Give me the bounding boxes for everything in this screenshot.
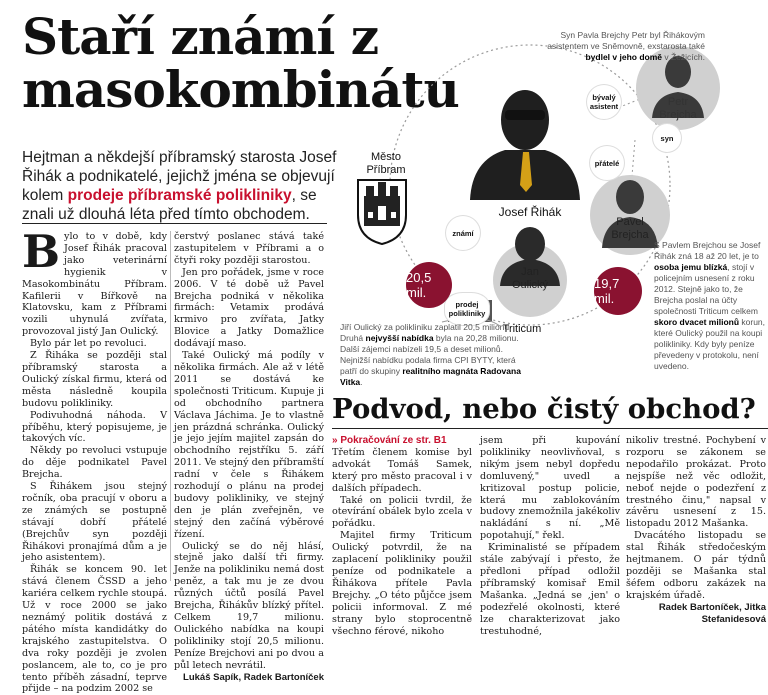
paragraph: Třetím členem komise byl advokát Tomáš Samek, který pro město pracoval i v dalších případech. [332, 446, 472, 494]
lede-text: Hejtman a někdejší příbramský starosta Josef Řihák a podnikatelé, jejichž jména se objevují kolem [22, 149, 337, 204]
pavel-label: Pavel Brejcha [611, 216, 649, 241]
paragraph: nikoliv trestné. Pochybení v rozporu se zákonem se nepodařilo prokázat. Proto nejspíše než věc odložit, neboť nejde o podezření z trestného činu," napsal v závěru usnesení z 15. listopadu 2012 Mašanka. [626, 435, 766, 530]
article-column-1 [22, 225, 167, 695]
paragraph: Někdy po revoluci vstupuje do děje podnikatel Pavel Brejcha. [22, 445, 167, 481]
article2-column-3 [626, 435, 766, 625]
lede [22, 148, 348, 224]
headline: Staří známí z masokombinátu [22, 7, 459, 119]
article2-column-1 [332, 435, 472, 637]
divider-2 [332, 428, 768, 429]
relation-badge-asistent: bývalý asistent [587, 85, 621, 119]
divider [22, 223, 327, 224]
paragraph: ylo to v době, kdy Josef Řihák pracoval jako veterinární hygienik v Masokombinátu Příbram. Kafilerii v Bířkově na Klatovsku, kam z Příbrami vozili uhynulá zvířata, provozoval jistý Jan Oulický. [22, 231, 167, 338]
paragraph: Řihák se koncem 90. let stává členem ČSSD a jeho kariéra celkem rychle stoupá. Už v roce 2000 se jako neznámý politik dostává z pátého místa kandidátky do krajského zastupitelstva. O dva roky později je zvolen poslancem, ale to, co je pro tento příběh zásadní, teprve přijde – na podzim 2002 se [22, 564, 167, 695]
paragraph: Bylo pár let po revoluci. [30, 338, 147, 350]
rihak-label: Josef Řihák [498, 205, 562, 219]
jan-label: Jan Oulický [511, 266, 549, 291]
paragraph: Kriminalisté se případem stále zabývají i přesto, že předloni případ odložil příbramský komisař Emil Mašanka. „Jedná se ,jen' o podezřelé okolnosti, které lze charakterizovat jako trestuhodné, [480, 542, 620, 637]
paragraph: čerstvý poslanec stává také zastupitelem v Příbrami a o čtyři roky později starostou. [174, 231, 324, 266]
paragraph: Oulický se do něj hlásí, stejně jako další tři firmy. Jenže na polikliniku nemá dost peněz, a tak mu je ze dvou různých účtů posílá Pavel Brejcha, Řihákův blízký přítel. Celkem 19,7 milionu. Oulického nabídka na koupi polikliniky stojí 20,5 milionu. Peníze Brejchovi ani po dvou a půl letech nevrátil. [174, 540, 324, 671]
lede-text-end: , se znali už dlouhá léta před tímto obchodem. [22, 187, 317, 223]
article2-column-2 [480, 435, 620, 637]
city-crest-icon [358, 180, 406, 244]
relation-badge-znami: známí [446, 216, 480, 250]
paragraph: Jen pro pořádek, jsme v roce 2006. V té době už Pavel Brejcha podniká v několika firmách: Vetamix prodává krmivo pro zvířata, Jatky Blovice a Jatky Domažlice dodávají maso. [174, 266, 324, 350]
drop-cap: B [22, 225, 61, 278]
relation-badge-prodej: prodej polikliniky [445, 293, 489, 325]
column-rule [170, 231, 171, 581]
paragraph: Dvacátého listopadu se stal Řihák středočeským hejtmanem. O pár týdnů později se Mašanka stal šéfem odboru zakázek na krajském úřadě. [626, 530, 766, 601]
annotation-right: S Pavlem Brejchou se Josef Řihák zná 18 až 20 let, je to osoba jemu blízká, stojí v policejním usnesení z roku 2012. Stejně jako to, že Brejcha poslal na účty společnosti Triticum celkem skoro dvacet milionů korun, které Oulický použil na koupi polikliniky. Kdy byly peníze převedeny v protokolu, není uvedeno. [654, 240, 766, 371]
byline: Lukáš Sapík, Radek Bartoníček [183, 671, 324, 683]
relation-badge-pratele: přátelé [590, 146, 624, 180]
city-label: Město Příbram [366, 151, 406, 176]
article-column-2 [174, 231, 324, 683]
paragraph: Podivuhodná náhoda. V příběhu, který popisujeme, je takových víc. [22, 409, 167, 445]
headline-2: Podvod, nebo čistý obchod? [332, 393, 756, 425]
triticum-label: Triticum [502, 323, 542, 335]
amount-badge-left: 20,5 mil. [406, 262, 452, 308]
byline-2: Radek Bartoníček, Jitka Stefanidesová [658, 601, 766, 625]
rihak-silhouette [470, 90, 580, 200]
lede-highlight: prodeje příbramské polikliniky [67, 187, 292, 204]
paragraph: Také on policii tvrdil, že otevírání obálek bylo zcela v pořádku. [332, 494, 472, 530]
amount-badge-right: 19,7 mil. [594, 267, 642, 315]
paragraph: Majitel firmy Triticum Oulický potvrdil, že na zaplacení polikliniky použil peníze od podnikatele a Řihákova přítele Pavla Brejchy. „O této půjčce jsem policii informoval. Z mé strany bylo stoprocentně všechno férové, nikoho [332, 530, 472, 637]
annotation-bottom: Jiří Oulický za polikliniku zaplatil 20,5 milionu. Druhá nejvyšší nabídka byla na 20,28 milionu. Další zájemci nabízeli 19,5 a deset milionů. Nejnižší nabídku podala firma CPI BYTY, která patří do skupiny realitního magnáta Radovana Vitka. [340, 322, 521, 387]
relationship-graphic [330, 0, 768, 390]
paragraph: Také Oulický má podíly v několika firmách. Ale až v létě 2011 se dostává ke společnosti Triticum. Kupuje ji od obchodního partnera Václava Jáchima. Je to vlastně jen prázdná schránka. Oulický je jejo jejím majitel zapsán do obchodního rejstříku 5. září 2011. Ve stejný den příbramští radní v čele s Řihákem rozhodují o plánu na prodej budovy polikliniky, ve stejný den je plán zveřejněn, ve stejný den začíná výběrové řízení. [174, 350, 324, 540]
continued-label: » Pokračování ze str. B1 [332, 435, 447, 446]
relation-badge-syn: syn [653, 124, 681, 152]
paragraph: S Řihákem jsou stejný ročník, oba pracují v oboru a ze známých se postupně stávají dobří přátelé (Brejchův syn později Řihákovi pronajímá dům a je jeho asistentem). [22, 481, 167, 564]
paragraph: jsem při kupování polikliniky neovlivňoval, s nikým jsem nebyl dopředu domluvený," uvedl a kritizoval postup policie, která mu zablokováním budovy znemožnila jakékoliv nakládání s ní. „Mě popotahují," řekl. [480, 435, 620, 542]
petr-label: Petr Brejcha [659, 96, 697, 121]
annotation-top: Syn Pavla Brejchy Petr byl Řihákovým asistentem ve Sněmovně, exstarosta také bydlel v jeho domě v Žežicích. [547, 30, 705, 62]
paragraph: Z Řiháka se později stal příbramský starosta a Oulický získal firmu, která od města následně koupila budovu polikliniky. [22, 350, 167, 409]
